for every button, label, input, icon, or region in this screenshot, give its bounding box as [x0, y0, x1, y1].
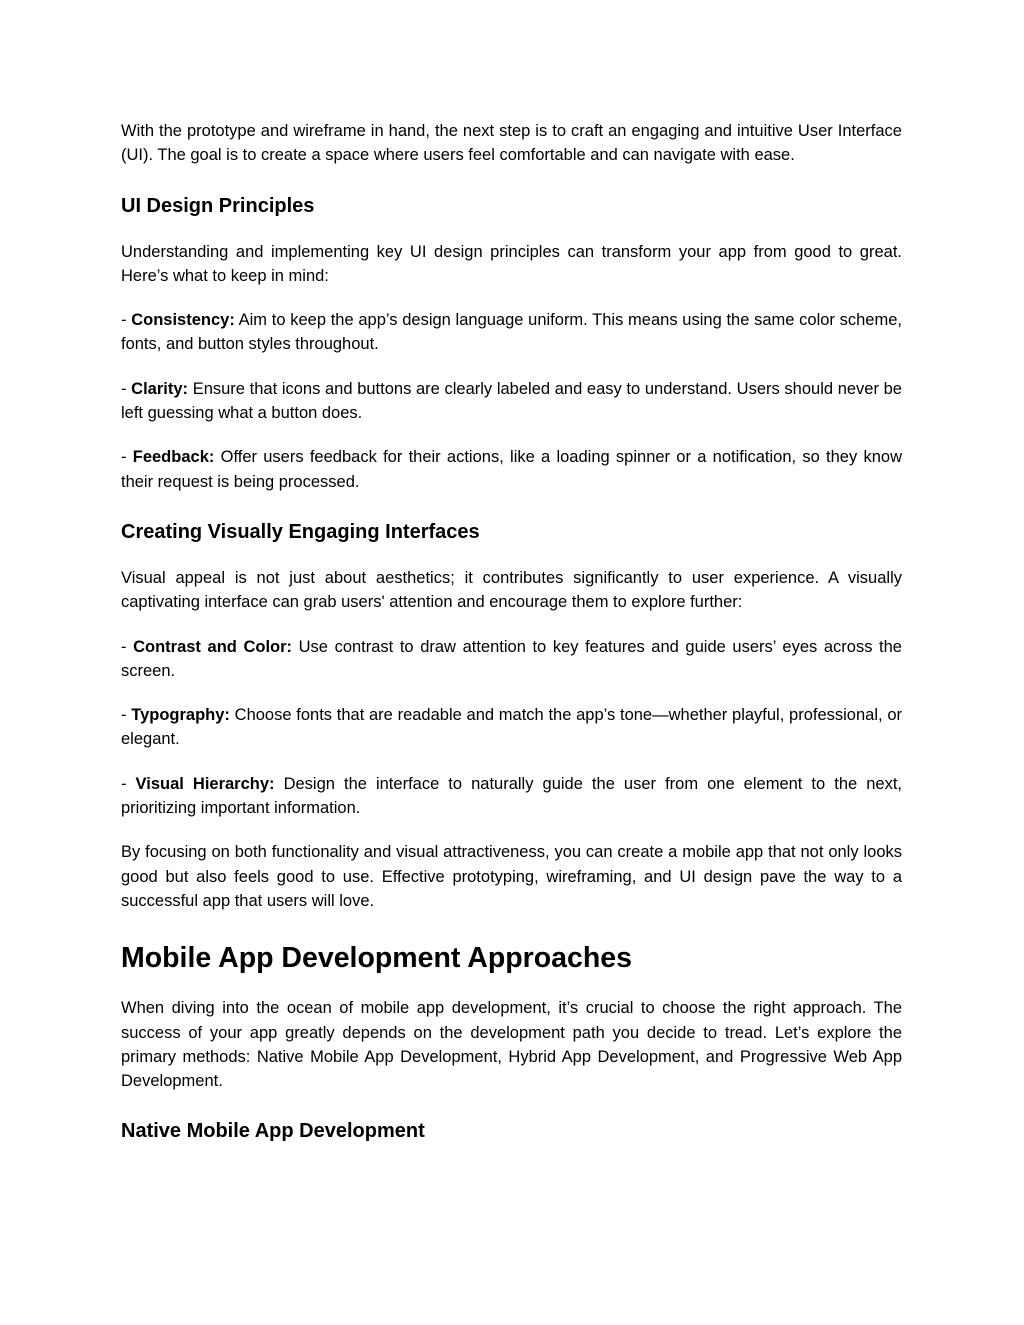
list-text: Ensure that icons and buttons are clearly labeled and easy to understand. Users should never be left guessing what a button does.	[121, 379, 902, 423]
list-text: Use contrast to draw attention to key features and guide users’ eyes across the screen.	[121, 637, 902, 680]
list-term: Feedback:	[132, 448, 215, 467]
list-item-feedback	[121, 445, 902, 494]
heading-native-development: Native Mobile App Development	[121, 1120, 425, 1143]
list-item-clarity	[121, 377, 902, 426]
list-dash: -	[121, 637, 134, 656]
intro-paragraph: With the prototype and wireframe in hand, the next step is to craft an engaging and intuitive User Interface (UI). The goal is to create a space where users feel comfortable and can navigate with ease.	[121, 122, 902, 165]
list-term: Contrast and Color:	[133, 637, 293, 656]
approaches-lead: When diving into the ocean of mobile app development, it’s crucial to choose the right approach. The success of your app greatly depends on the development path you decide to tread. Let’s explore the primary methods: Native Mobile App Development, Hybrid App Development, and Progressive Web App Development.	[121, 999, 902, 1091]
list-term: Typography:	[131, 706, 230, 725]
list-item-contrast-color	[121, 635, 902, 684]
list-term: Consistency:	[131, 311, 235, 330]
list-term: Visual Hierarchy:	[135, 774, 275, 793]
heading-visually-engaging: Creating Visually Engaging Interfaces	[121, 520, 480, 543]
ui-principles-lead: Understanding and implementing key UI design principles can transform your app from good to great. Here’s what to keep in mind:	[121, 242, 902, 285]
visual-closing: By focusing on both functionality and visual attractiveness, you can create a mobile app that not only looks good but also feels good to use. Effective prototyping, wireframing, and UI design pave the way to a successful app that users will love.	[121, 843, 902, 910]
heading-ui-design-principles: UI Design Principles	[121, 194, 315, 217]
list-text: Choose fonts that are readable and match the app’s tone—whether playful, professional, or elegant.	[121, 706, 902, 749]
list-dash: -	[121, 774, 136, 793]
list-text: Aim to keep the app’s design language uniform. This means using the same color scheme, fonts, and button styles throughout.	[121, 311, 902, 354]
list-dash: -	[121, 379, 132, 398]
list-term: Clarity:	[131, 379, 189, 398]
list-text: Design the interface to naturally guide the user from one element to the next, prioritizing important information.	[121, 774, 902, 818]
list-dash: -	[121, 311, 132, 330]
list-text: Offer users feedback for their actions, like a loading spinner or a notification, so they know their request is being processed.	[121, 448, 902, 491]
list-dash: -	[121, 706, 132, 725]
visual-lead: Visual appeal is not just about aesthetics; it contributes significantly to user experience. A visually captivating interface can grab users' attention and encourage them to explore further:	[121, 568, 902, 612]
list-item-visual-hierarchy	[121, 772, 902, 821]
document-page	[121, 119, 902, 1144]
list-item-typography	[121, 703, 902, 752]
list-dash: -	[121, 448, 133, 467]
list-item-consistency	[121, 308, 902, 357]
heading-development-approaches: Mobile App Development Approaches	[121, 942, 632, 975]
